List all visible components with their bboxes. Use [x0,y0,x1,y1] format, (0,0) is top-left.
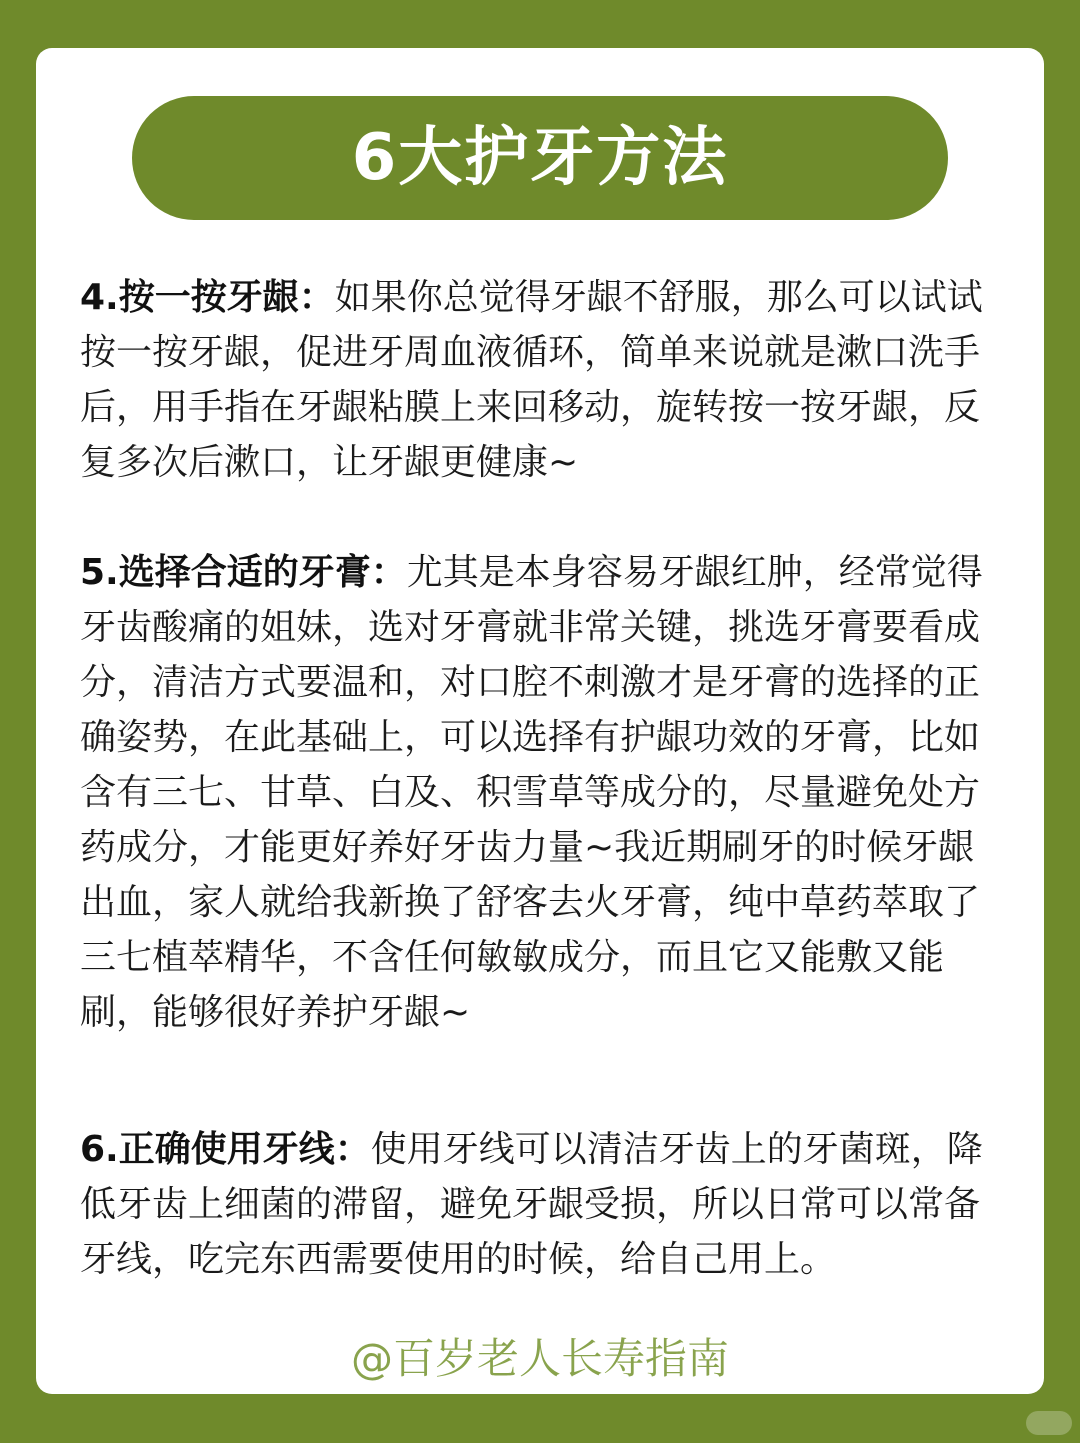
author-watermark: @百岁老人长寿指南 [350,1334,729,1383]
tip-heading: 5.选择合适的牙膏： [80,552,407,593]
tip-heading: 6.正确使用牙线： [80,1129,371,1170]
tip-body: 尤其是本身容易牙龈红肿，经常觉得牙齿酸痛的姐妹，选对牙膏就非常关键，挑选牙膏要看成分，清洁方式要温和，对口腔不刺激才是牙膏的选择的正确姿势，在此基础上，可以选择有护龈功效的牙膏，比如含有三七、甘草、白及、积雪草等成分的，尽量避免处方药成分，才能更好养好牙齿力量~我近期刷牙的时候牙龈出血，家人就给我新换了舒客去火牙膏，纯中草药萃取了三七植萃精华，不含任何敏敏成分，而且它又能敷又能刷，能够很好养护牙龈~ [80,552,983,1033]
tip-section-4 [80,270,1004,490]
section-spacer [80,1040,1004,1122]
tip-body: 使用牙线可以清洁牙齿上的牙菌斑，降低牙齿上细菌的滞留，避免牙龈受损，所以日常可以常备牙线，吃完东西需要使用的时候，给自己用上。 [80,1129,983,1280]
tip-body: 如果你总觉得牙龈不舒服，那么可以试试按一按牙龈，促进牙周血液循环，简单来说就是漱口洗手后，用手指在牙龈粘膜上来回移动，旋转按一按牙龈，反复多次后漱口，让牙龈更健康~ [80,277,983,483]
corner-logo-mark [1026,1411,1072,1435]
article-body [80,270,1004,1287]
title-banner [132,96,948,220]
section-spacer [80,490,1004,545]
content-card [36,48,1044,1394]
tip-heading: 4.按一按牙龈： [80,277,335,318]
tip-section-6 [80,1122,1004,1287]
tip-section-5 [80,545,1004,1040]
page-title: 6大护牙方法 [351,121,729,195]
